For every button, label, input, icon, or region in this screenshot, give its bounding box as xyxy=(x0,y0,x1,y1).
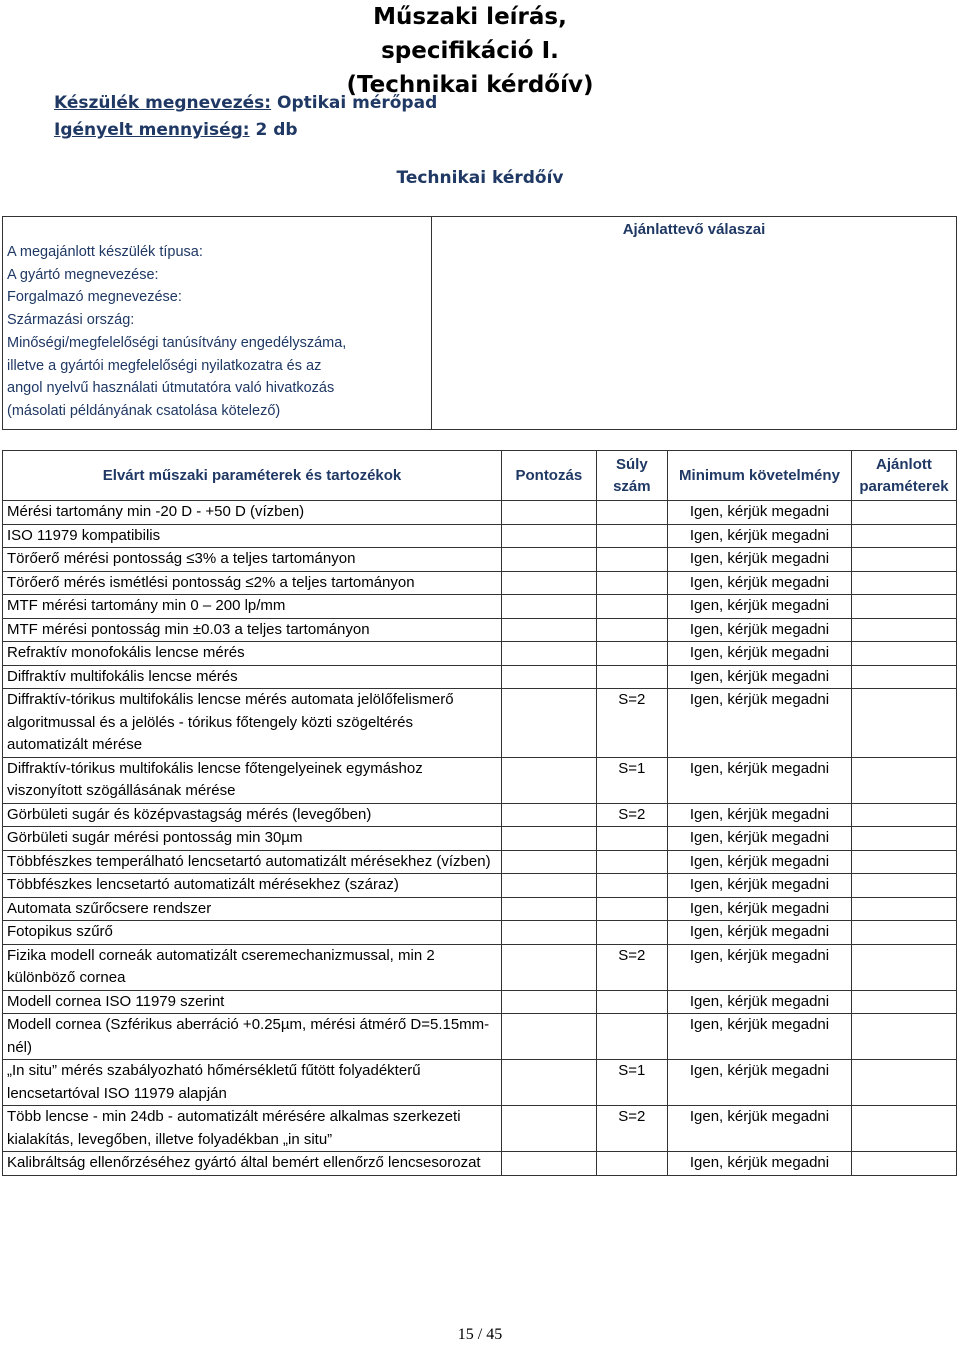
spec-offered-cell[interactable] xyxy=(851,921,956,945)
spec-desc-cell: Refraktív monofokális lencse mérés xyxy=(3,642,502,666)
header-pont: Pontozás xyxy=(502,451,597,501)
spec-score-cell[interactable] xyxy=(502,990,597,1014)
spec-weight-cell xyxy=(596,990,667,1014)
table-row xyxy=(3,571,957,595)
spec-weight-cell xyxy=(596,897,667,921)
table-row xyxy=(3,665,957,689)
section-heading: Technikai kérdőív xyxy=(396,168,564,188)
table-row xyxy=(3,1152,957,1176)
spec-weight-cell xyxy=(596,850,667,874)
spec-weight-cell: S=1 xyxy=(596,757,667,803)
spec-desc-cell: MTF mérési pontosság min ±0.03 a teljes tartományon xyxy=(3,618,502,642)
spec-offered-cell[interactable] xyxy=(851,944,956,990)
spec-desc-cell: Törőerő mérési pontosság ≤3% a teljes tartományon xyxy=(3,548,502,572)
spec-weight-cell xyxy=(596,665,667,689)
table-row xyxy=(3,524,957,548)
spec-offered-cell[interactable] xyxy=(851,1014,956,1060)
spec-desc-cell: Görbületi sugár és középvastagság mérés (levegőben) xyxy=(3,803,502,827)
spec-offered-cell[interactable] xyxy=(851,571,956,595)
spec-score-cell[interactable] xyxy=(502,850,597,874)
spec-minimum-cell: Igen, kérjük megadni xyxy=(668,618,852,642)
table-row xyxy=(3,689,957,758)
spec-desc-cell: Törőerő mérés ismétlési pontosság ≤2% a teljes tartományon xyxy=(3,571,502,595)
spec-desc-cell: Többfészkes temperálható lencsetartó automatizált mérésekhez (vízben) xyxy=(3,850,502,874)
spec-score-cell[interactable] xyxy=(502,921,597,945)
table-row xyxy=(3,501,957,525)
spec-score-cell[interactable] xyxy=(502,874,597,898)
spec-weight-cell xyxy=(596,501,667,525)
spec-score-cell[interactable] xyxy=(502,548,597,572)
spec-score-cell[interactable] xyxy=(502,618,597,642)
spec-score-cell[interactable] xyxy=(502,944,597,990)
spec-weight-cell xyxy=(596,1014,667,1060)
header-ajan: Ajánlott paraméterek xyxy=(851,451,956,501)
spec-weight-cell xyxy=(596,524,667,548)
spec-minimum-cell: Igen, kérjük megadni xyxy=(668,524,852,548)
spec-weight-cell: S=1 xyxy=(596,1060,667,1106)
table-row xyxy=(3,921,957,945)
spec-offered-cell[interactable] xyxy=(851,548,956,572)
spec-desc-cell: Modell cornea ISO 11979 szerint xyxy=(3,990,502,1014)
spec-desc-cell: Fizika modell corneák automatizált cseremechanizmussal, min 2 különböző cornea xyxy=(3,944,502,990)
spec-offered-cell[interactable] xyxy=(851,501,956,525)
spec-score-cell[interactable] xyxy=(502,665,597,689)
spec-desc-cell: Mérési tartomány min -20 D - +50 D (vízben) xyxy=(3,501,502,525)
spec-minimum-cell: Igen, kérjük megadni xyxy=(668,595,852,619)
spec-desc-cell: Többfészkes lencsetartó automatizált mérésekhez (száraz) xyxy=(3,874,502,898)
spec-table xyxy=(2,450,957,1176)
device-info xyxy=(54,90,437,144)
spec-minimum-cell: Igen, kérjük megadni xyxy=(668,803,852,827)
info-line: Származási ország: xyxy=(7,312,135,329)
spec-score-cell[interactable] xyxy=(502,501,597,525)
spec-weight-cell xyxy=(596,548,667,572)
spec-offered-cell[interactable] xyxy=(851,874,956,898)
spec-score-cell[interactable] xyxy=(502,1106,597,1152)
table-row xyxy=(3,642,957,666)
spec-weight-cell xyxy=(596,595,667,619)
spec-offered-cell[interactable] xyxy=(851,1106,956,1152)
spec-score-cell[interactable] xyxy=(502,524,597,548)
spec-weight-cell: S=2 xyxy=(596,803,667,827)
table-row xyxy=(3,1106,957,1152)
spec-offered-cell[interactable] xyxy=(851,990,956,1014)
spec-score-cell[interactable] xyxy=(502,595,597,619)
spec-minimum-cell: Igen, kérjük megadni xyxy=(668,1060,852,1106)
spec-minimum-cell: Igen, kérjük megadni xyxy=(668,571,852,595)
spec-offered-cell[interactable] xyxy=(851,665,956,689)
spec-weight-cell: S=2 xyxy=(596,689,667,758)
table-row xyxy=(3,548,957,572)
spec-weight-cell xyxy=(596,642,667,666)
info-line: A megajánlott készülék típusa: xyxy=(7,244,203,260)
spec-offered-cell[interactable] xyxy=(851,595,956,619)
spec-weight-cell xyxy=(596,874,667,898)
spec-offered-cell[interactable] xyxy=(851,642,956,666)
spec-minimum-cell: Igen, kérjük megadni xyxy=(668,874,852,898)
title-line-1: Műszaki leírás, specifikáció I. xyxy=(373,4,567,64)
spec-score-cell[interactable] xyxy=(502,642,597,666)
spec-desc-cell: MTF mérési tartomány min 0 – 200 lp/mm xyxy=(3,595,502,619)
table-row xyxy=(3,803,957,827)
spec-desc-cell: Görbületi sugár mérési pontosság min 30µm xyxy=(3,827,502,851)
table-row xyxy=(3,757,957,803)
spec-minimum-cell: Igen, kérjük megadni xyxy=(668,921,852,945)
spec-desc-cell: ISO 11979 kompatibilis xyxy=(3,524,502,548)
bidder-answers-cell[interactable] xyxy=(432,217,957,430)
spec-weight-cell xyxy=(596,618,667,642)
spec-weight-cell xyxy=(596,921,667,945)
table-row xyxy=(3,1060,957,1106)
spec-minimum-cell: Igen, kérjük megadni xyxy=(668,1152,852,1176)
spec-offered-cell[interactable] xyxy=(851,850,956,874)
spec-minimum-cell: Igen, kérjük megadni xyxy=(668,548,852,572)
bidder-answers-header: Ajánlattevő válaszai xyxy=(622,221,766,238)
info-table xyxy=(2,216,957,430)
spec-desc-cell: „In situ” mérés szabályozható hőmérsékletű fűtött folyadékterű lencsetartóval ISO 11979 alapján xyxy=(3,1060,502,1106)
spec-score-cell[interactable] xyxy=(502,827,597,851)
spec-score-cell[interactable] xyxy=(502,571,597,595)
spec-score-cell[interactable] xyxy=(502,757,597,803)
spec-weight-cell: S=2 xyxy=(596,944,667,990)
spec-minimum-cell: Igen, kérjük megadni xyxy=(668,897,852,921)
table-row xyxy=(3,618,957,642)
spec-minimum-cell: Igen, kérjük megadni xyxy=(668,665,852,689)
spec-score-cell[interactable] xyxy=(502,1152,597,1176)
spec-weight-cell xyxy=(596,1152,667,1176)
page-title xyxy=(300,0,640,102)
spec-desc-cell: Diffraktív-tórikus multifokális lencse főtengelyeinek egymáshoz viszonyított szögállásának mérése xyxy=(3,757,502,803)
table-row xyxy=(3,897,957,921)
spec-minimum-cell: Igen, kérjük megadni xyxy=(668,990,852,1014)
header-min: Minimum követelmény xyxy=(668,451,852,501)
spec-minimum-cell: Igen, kérjük megadni xyxy=(668,850,852,874)
info-line: Forgalmazó megnevezése: xyxy=(7,289,182,306)
info-line: A gyártó megnevezése: xyxy=(7,266,159,283)
table-row xyxy=(3,850,957,874)
spec-weight-cell: S=2 xyxy=(596,1106,667,1152)
spec-offered-cell[interactable] xyxy=(851,618,956,642)
spec-minimum-cell: Igen, kérjük megadni xyxy=(668,501,852,525)
table-row xyxy=(3,827,957,851)
device-label: Készülék megnevezés: xyxy=(54,93,272,113)
quantity-label: Igényelt mennyiség: xyxy=(54,120,250,140)
quantity-value: 2 db xyxy=(255,120,298,140)
info-line: (másolati példányának csatolása kötelező) xyxy=(7,402,281,419)
spec-offered-cell[interactable] xyxy=(851,1152,956,1176)
header-desc: Elvárt műszaki paraméterek és tartozékok xyxy=(3,451,502,501)
info-line: angol nyelvű használati útmutatóra való hivatkozás xyxy=(7,380,335,397)
spec-score-cell[interactable] xyxy=(502,689,597,758)
title-line-2: (Technikai kérdőív) xyxy=(346,72,594,98)
spec-weight-cell xyxy=(596,571,667,595)
spec-score-cell[interactable] xyxy=(502,1060,597,1106)
table-row xyxy=(3,595,957,619)
table-row xyxy=(3,1014,957,1060)
spec-offered-cell[interactable] xyxy=(851,524,956,548)
spec-offered-cell[interactable] xyxy=(851,1060,956,1106)
spec-minimum-cell: Igen, kérjük megadni xyxy=(668,689,852,758)
spec-minimum-cell: Igen, kérjük megadni xyxy=(668,757,852,803)
table-row xyxy=(3,874,957,898)
info-questions xyxy=(3,217,432,430)
table-row xyxy=(3,944,957,990)
spec-minimum-cell: Igen, kérjük megadni xyxy=(668,827,852,851)
spec-desc-cell: Diffraktív multifokális lencse mérés xyxy=(3,665,502,689)
spec-minimum-cell: Igen, kérjük megadni xyxy=(668,1014,852,1060)
spec-offered-cell[interactable] xyxy=(851,827,956,851)
spec-score-cell[interactable] xyxy=(502,1014,597,1060)
info-line: Minőségi/megfelelőségi tanúsítvány engedélyszáma, xyxy=(7,334,347,351)
spec-desc-cell: Kalibráltság ellenőrzéséhez gyártó által bemért ellenőrző lencsesorozat xyxy=(3,1152,502,1176)
spec-score-cell[interactable] xyxy=(502,803,597,827)
device-value: Optikai mérőpad xyxy=(277,93,438,113)
spec-minimum-cell: Igen, kérjük megadni xyxy=(668,1106,852,1152)
spec-score-cell[interactable] xyxy=(502,897,597,921)
table-row xyxy=(3,990,957,1014)
spec-offered-cell[interactable] xyxy=(851,757,956,803)
spec-desc-cell: Automata szűrőcsere rendszer xyxy=(3,897,502,921)
spec-offered-cell[interactable] xyxy=(851,803,956,827)
spec-desc-cell: Diffraktív-tórikus multifokális lencse mérés automata jelölőfelismerő algoritmussal és a jelölés - tórikus főtengely közti szögeltérés automatizált mérése xyxy=(3,689,502,758)
info-line: illetve a gyártói megfelelőségi nyilatkozatra és az xyxy=(7,357,322,374)
header-suly: Súly szám xyxy=(596,451,667,501)
spec-desc-cell: Több lencse - min 24db - automatizált mérésére alkalmas szerkezeti kialakítás, levegőben, illetve folyadékban „in situ” xyxy=(3,1106,502,1152)
spec-minimum-cell: Igen, kérjük megadni xyxy=(668,944,852,990)
spec-desc-cell: Modell cornea (Szférikus aberráció +0.25µm, mérési átmérő D=5.15mm-nél) xyxy=(3,1014,502,1060)
spec-offered-cell[interactable] xyxy=(851,689,956,758)
spec-minimum-cell: Igen, kérjük megadni xyxy=(668,642,852,666)
page-number: 15 / 45 xyxy=(457,1326,503,1343)
spec-offered-cell[interactable] xyxy=(851,897,956,921)
spec-weight-cell xyxy=(596,827,667,851)
spec-desc-cell: Fotopikus szűrő xyxy=(3,921,502,945)
